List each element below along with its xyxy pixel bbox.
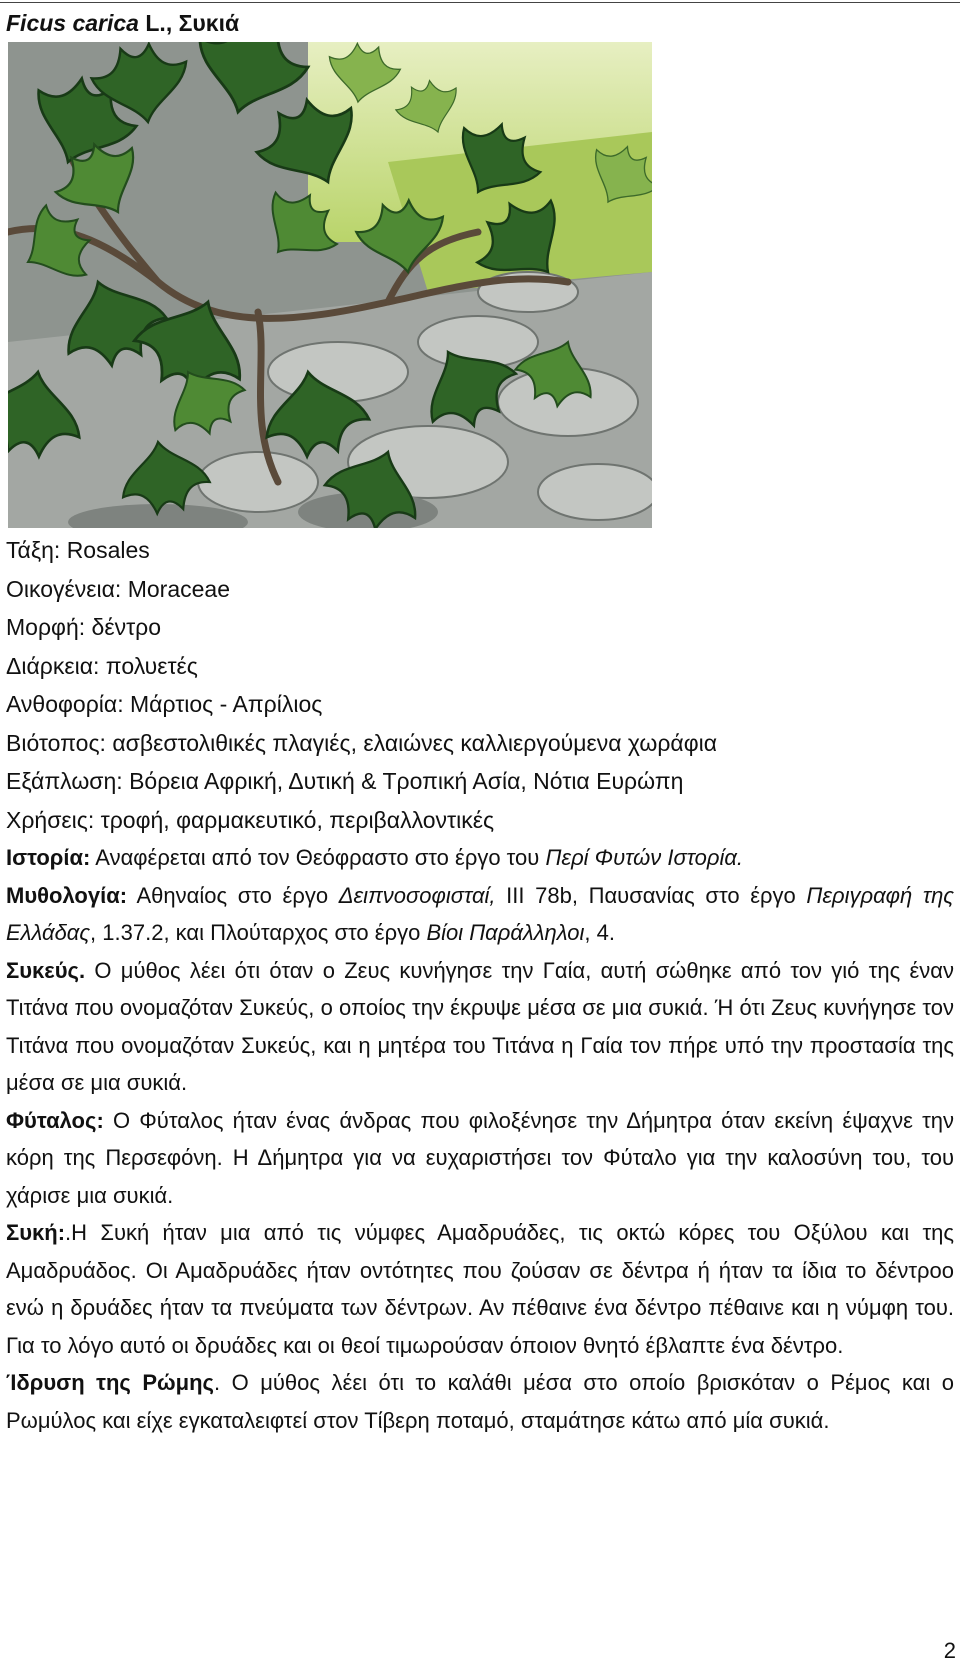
fact-duration: Διάρκεια: πολυετές bbox=[6, 652, 198, 679]
mythology-paragraph bbox=[6, 877, 954, 952]
fact-form: Μορφή: δέντρο bbox=[6, 614, 162, 640]
species-authority: L. bbox=[145, 10, 166, 36]
mythology-work-3: Βίοι Παράλληλοι bbox=[426, 920, 585, 945]
species-name: Ficus carica bbox=[6, 10, 139, 36]
fact-family: Οικογένεια: Moraceae bbox=[6, 575, 230, 602]
fact-uses: Χρήσεις: τροφή, φαρμακευτικό, περιβαλλοντικές bbox=[6, 806, 495, 833]
phytalos-label: Φύταλος: bbox=[6, 1107, 104, 1133]
mythology-text-4: , 4. bbox=[584, 920, 615, 945]
common-name: Συκιά bbox=[178, 10, 240, 36]
mythology-label: Μυθολογία: bbox=[6, 882, 128, 908]
history-paragraph bbox=[6, 839, 954, 877]
mythology-work-2: Περιγραφή της Ελλάδας bbox=[6, 882, 954, 945]
fact-order: Τάξη: Rosales bbox=[6, 537, 150, 563]
mythology-text-2: ΙΙΙ 78b, Παυσανίας στο έργο bbox=[495, 882, 807, 908]
fig-tree-photo bbox=[8, 42, 652, 528]
syke-paragraph bbox=[6, 1214, 954, 1364]
top-rule bbox=[0, 2, 960, 3]
title-separator: , bbox=[165, 10, 173, 36]
mythology-work-1: Δειπνοσοφισταί, bbox=[338, 882, 496, 908]
mythology-text-3: , 1.37.2, και Πλούταρχος στο έργο bbox=[90, 920, 427, 945]
page-number: 2 bbox=[943, 1638, 956, 1663]
rome-text: . Ο μύθος λέει ότι το καλάθι μέσα στο οποίο βρισκόταν ο Ρέμος και ο Ρωμύλος και είχε εγκαταλειφτεί στον Τίβερη ποταμό, σταμάτησε κάτω από μία συκιά. bbox=[6, 1370, 955, 1433]
syke-label: Συκή: bbox=[6, 1220, 66, 1245]
facts-list bbox=[6, 531, 946, 839]
history-label: Ιστορία: bbox=[6, 845, 91, 870]
phytalos-paragraph bbox=[6, 1102, 954, 1215]
history-work: Περί Φυτών Ιστορία. bbox=[545, 845, 744, 870]
fact-distribution: Εξάπλωση: Βόρεια Αφρική, Δυτική & Τροπική Ασία, Νότια Ευρώπη bbox=[6, 768, 684, 794]
fact-flowering: Ανθοφορία: Μάρτιος - Απρίλιος bbox=[6, 691, 323, 717]
sykeus-label: Συκεύς. bbox=[6, 957, 86, 983]
syke-text: .Η Συκή ήταν μια από τις νύμφες Αμαδρυάδες, τις οκτώ κόρες του Οξύλου και της Αμαδρυάδος. Οι Αμαδρυάδες ήταν οντότητες που ζούσαν σε δέντρα ή ήταν τα ίδια το δέντροο ενώ η δρυάδες ήταν τα πνεύματα των δέντρων. Αν πέθαινε ένα δέντρο πέθαινε και η νύμφη του. Για το λόγο αυτό οι δρυάδες και οι θεοί τιμωρούσαν όποιον θνητό έβλαπτε ένα δέντρο. bbox=[6, 1220, 954, 1358]
rome-paragraph bbox=[6, 1364, 954, 1439]
sykeus-text: Ο μύθος λέει ότι όταν ο Ζευς κυνήγησε την Γαία, αυτή σώθηκε από τον γιό της έναν Τιτάνα που ονομαζόταν Συκεύς, ο οποίος την έκρυψε μέσα σε μια συκιά. Ή ότι Ζευς κυνήγησε τον Τιτάνα που ονομαζόταν Συκεύς, και η μητέρα του Τιτάνα η Γαία τον πήρε υπό την προστασία της μέσα σε μια συκιά. bbox=[6, 957, 954, 1095]
fact-habitat: Βιότοπος: ασβεστολιθικές πλαγιές, ελαιώνες καλλιεργούμενα χωράφια bbox=[6, 729, 718, 756]
sykeus-paragraph bbox=[6, 952, 954, 1102]
body-text bbox=[6, 839, 954, 1439]
mythology-text-1: Αθηναίος στο έργο bbox=[127, 882, 339, 908]
page-title bbox=[6, 8, 239, 38]
rome-label: Ίδρυση της Ρώμης bbox=[6, 1370, 214, 1395]
history-text: Αναφέρεται από τον Θεόφραστο στο έργο του bbox=[90, 845, 546, 870]
phytalos-text: Ο Φύταλος ήταν ένας άνδρας που φιλοξένησε την Δήμητρα όταν εκείνη έψαχνε την κόρη της Περσεφόνη. Η Δήμητρα για να ευχαριστήσει τον Φύταλο για την καλοσύνη του, του χάρισε μια συκιά. bbox=[6, 1107, 954, 1208]
